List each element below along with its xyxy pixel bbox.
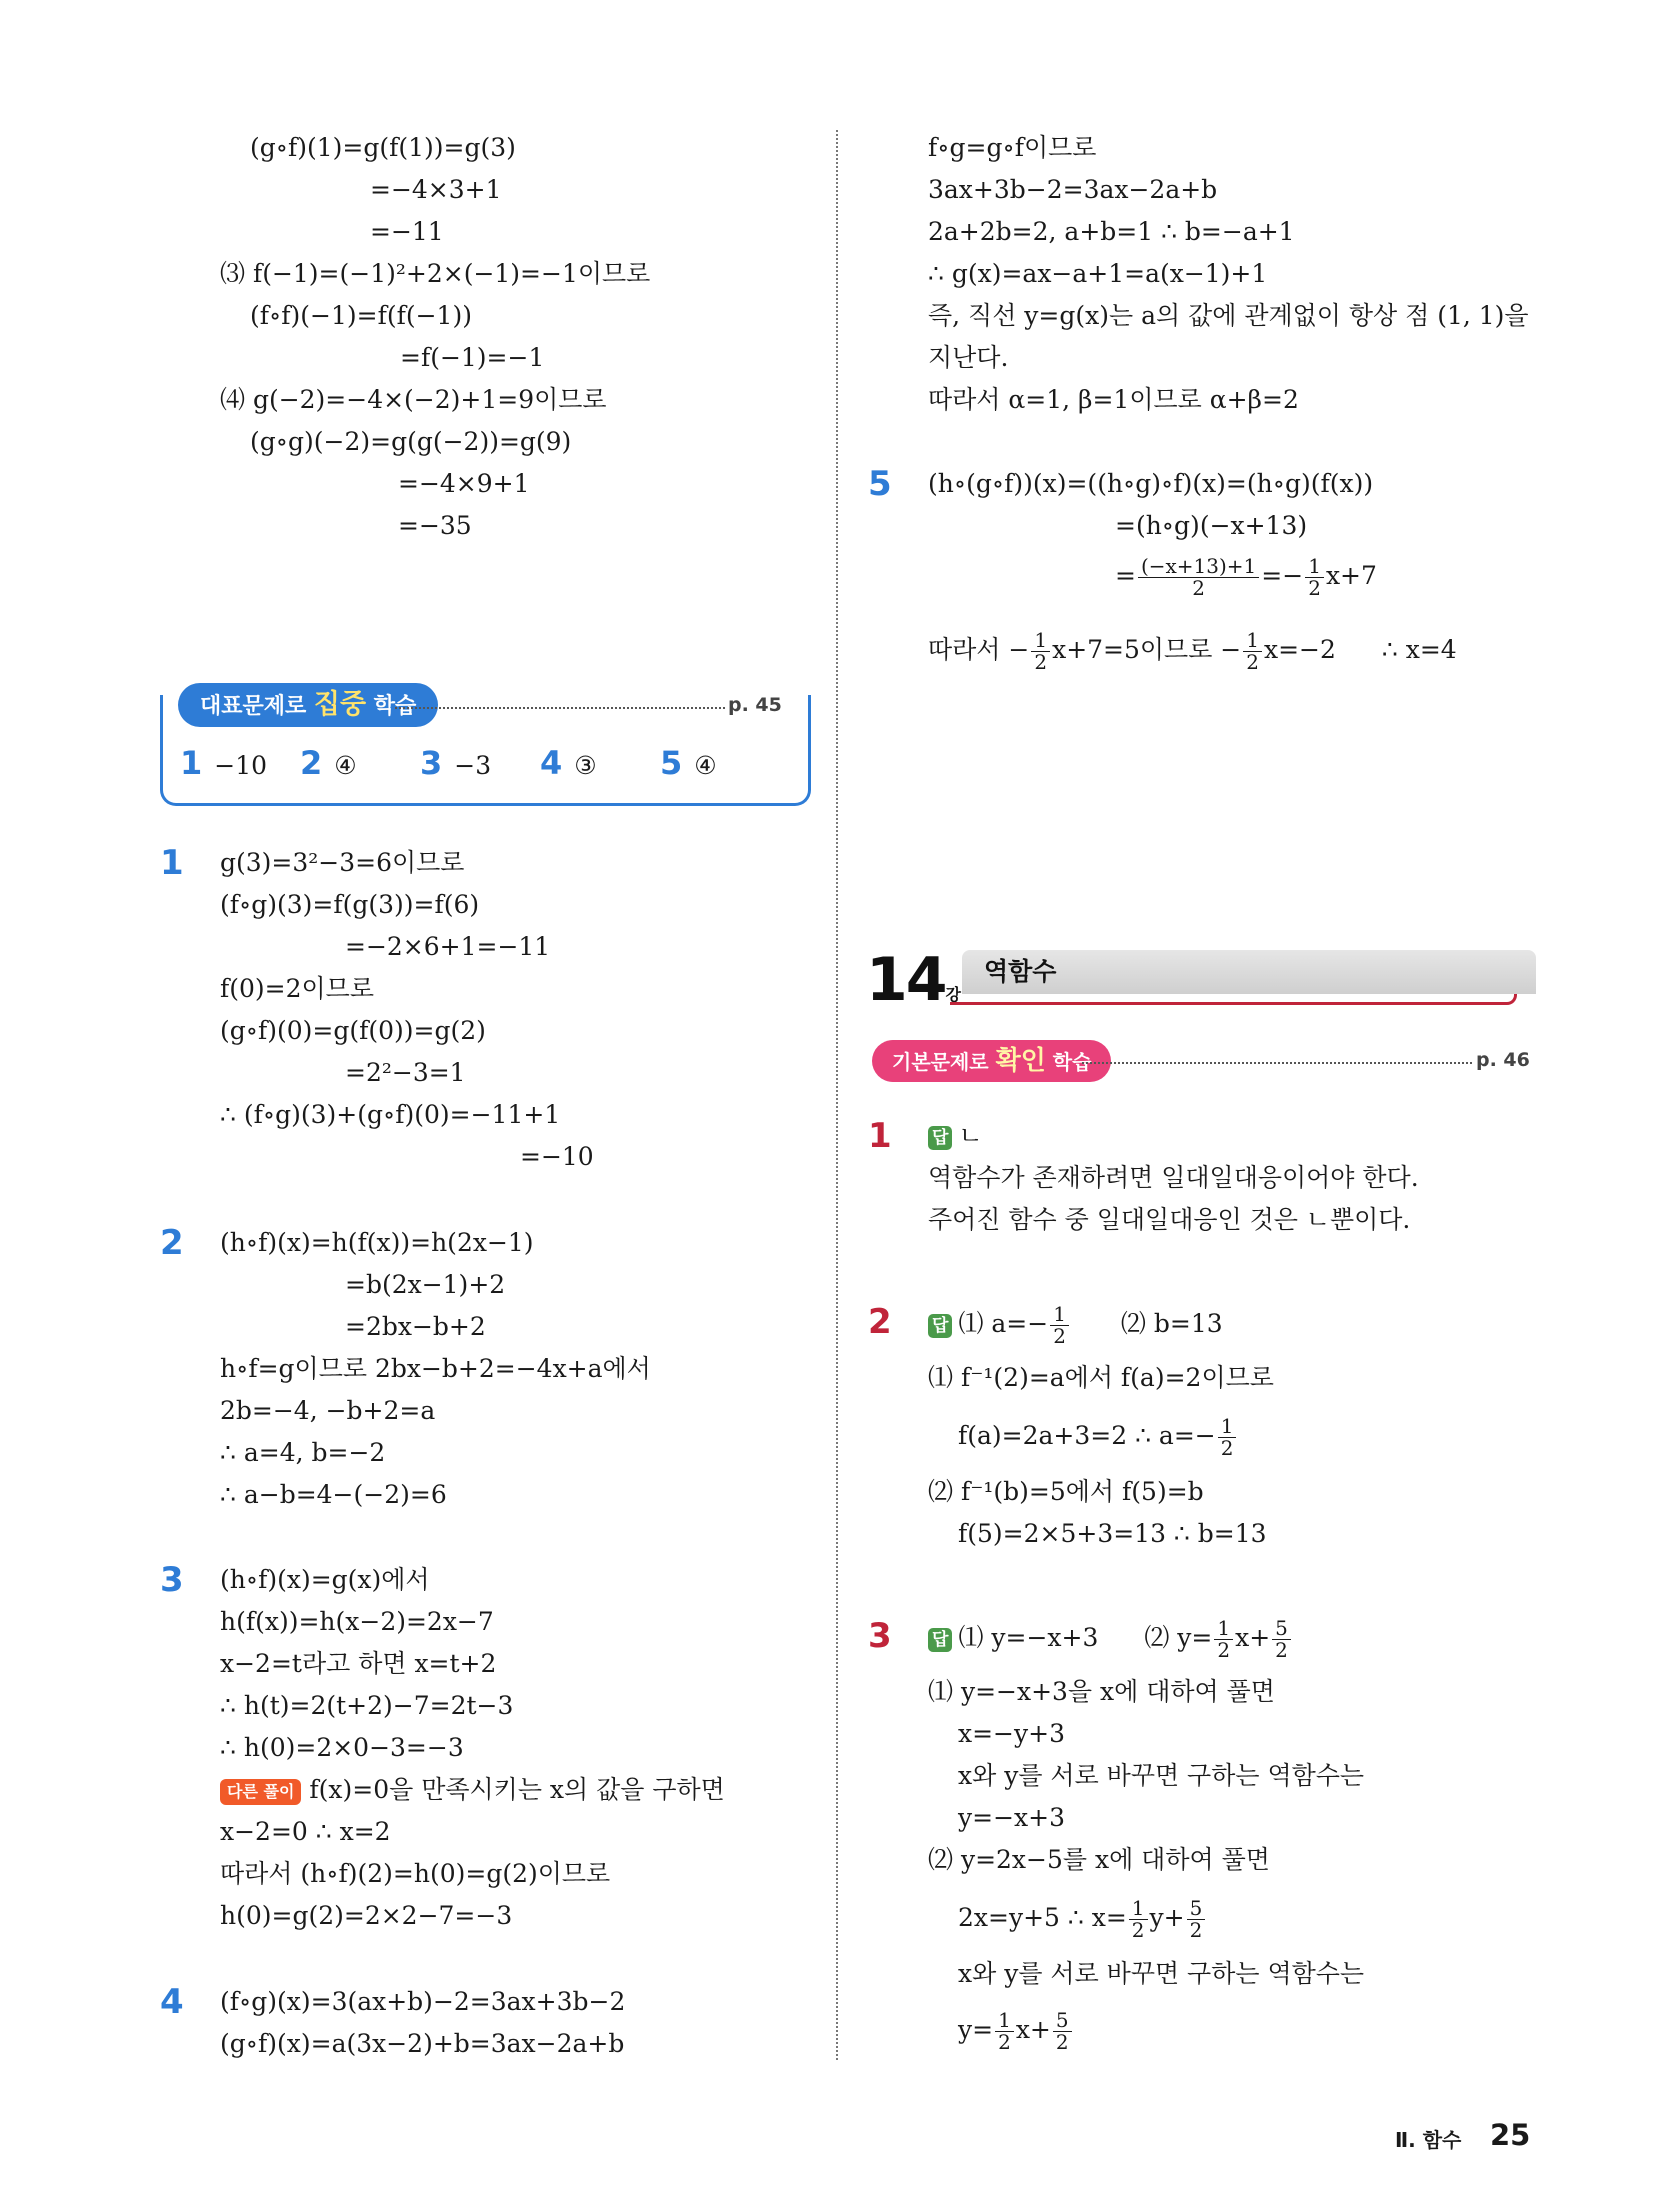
text-line: h∘f=g이므로 2bx−b+2=−4x+a에서 — [220, 1354, 651, 1383]
text-line: =−35 — [398, 511, 472, 540]
text-line: 역함수가 존재하려면 일대일대응이어야 한다. — [928, 1163, 1419, 1192]
lesson-number-value: 14 — [866, 945, 946, 1015]
text-line: 즉, 직선 y=g(x)는 a의 값에 관계없이 항상 점 (1, 1)을 — [928, 301, 1529, 330]
text-span: y= — [958, 2015, 994, 2044]
text-line: 지난다. — [928, 343, 1009, 372]
summary-item-answer: −3 — [454, 751, 492, 780]
text-line: ⑶ f(−1)=(−1)²+2×(−1)=−1이므로 — [220, 259, 651, 288]
fraction — [1214, 1618, 1233, 1661]
text-line: (g∘f)(x)=a(3x−2)+b=3ax−2a+b — [220, 2029, 625, 2058]
text-line: ∴ a−b=4−(−2)=6 — [220, 1480, 447, 1509]
text-span: x+ — [1015, 2015, 1051, 2044]
text-line: h(f(x))=h(x−2)=2x−7 — [220, 1607, 494, 1636]
summary-item-number: 1 — [180, 744, 203, 782]
question-number: 1 — [868, 1116, 892, 1156]
fraction — [1218, 1416, 1237, 1459]
text-line: x−2=t라고 하면 x=t+2 — [220, 1649, 497, 1678]
text-line: =−10 — [520, 1142, 594, 1171]
text-line: f(0)=2이므로 — [220, 974, 374, 1003]
summary-item — [420, 745, 491, 784]
text-span: 따라서 − — [928, 635, 1030, 664]
text-line: x와 y를 서로 바꾸면 구하는 역함수는 — [958, 1761, 1365, 1790]
fraction-denominator: 2 — [998, 2030, 1011, 2054]
text-line: y=−x+3 — [958, 1803, 1065, 1832]
answer-tag: 답 — [928, 1126, 952, 1150]
summary-dotted-line — [395, 707, 725, 709]
text-span: 2x=y+5 ∴ x= — [958, 1903, 1127, 1932]
summary-item — [180, 745, 267, 784]
summary-item-number: 3 — [420, 744, 443, 782]
answer-value: ㄴ — [958, 1121, 983, 1150]
lesson-title-underline — [950, 994, 1517, 1005]
summary-title — [178, 683, 438, 727]
summary-item — [660, 745, 717, 784]
fraction-numerator: 1 — [995, 2010, 1014, 2032]
fraction-numerator: 1 — [1214, 1618, 1233, 1640]
summary-item-answer: −10 — [214, 751, 268, 780]
summary-item-answer: ④ — [334, 751, 357, 780]
basic-title-c: 학습 — [1045, 1050, 1092, 1074]
problem-number: 4 — [160, 1982, 184, 2022]
text-span: ⑴ a=− — [958, 1309, 1049, 1338]
problem-number: 5 — [868, 464, 892, 504]
text-line: g(3)=3²−3=6이므로 — [220, 848, 465, 877]
answer-tag: 답 — [928, 1314, 952, 1338]
fraction — [1243, 630, 1262, 673]
text-line: =b(2x−1)+2 — [345, 1270, 506, 1299]
text-line: (g∘f)(1)=g(f(1))=g(3) — [250, 133, 516, 162]
text-line — [928, 1618, 1293, 1661]
question-number: 3 — [868, 1616, 892, 1656]
text-span: x=−2 — [1263, 635, 1336, 664]
lesson-unit: 강 — [945, 985, 961, 1004]
fraction-numerator: 1 — [1305, 556, 1324, 578]
summary-item — [540, 745, 597, 784]
text-span: x+ — [1235, 1623, 1271, 1652]
text-line: (h∘f)(x)=g(x)에서 — [220, 1565, 430, 1594]
fraction-denominator: 2 — [1308, 576, 1321, 600]
fraction-numerator: 1 — [1031, 630, 1050, 652]
text-line: 따라서 α=1, β=1이므로 α+β=2 — [928, 385, 1299, 414]
text-line — [958, 1898, 1207, 1941]
text-line: (f∘g)(x)=3(ax+b)−2=3ax+3b−2 — [220, 1987, 626, 2016]
text-span: y+ — [1149, 1903, 1185, 1932]
text-line: ∴ h(0)=2×0−3=−3 — [220, 1733, 464, 1762]
text-line: x와 y를 서로 바꾸면 구하는 역함수는 — [958, 1959, 1365, 1988]
fraction-denominator: 2 — [1034, 650, 1048, 674]
fraction — [995, 2010, 1014, 2053]
summary-item-number: 2 — [300, 744, 323, 782]
fraction-denominator: 2 — [1189, 1918, 1203, 1942]
summary-item-number: 4 — [540, 744, 563, 782]
fraction-numerator: 1 — [1218, 1416, 1237, 1438]
text-line: 따라서 (h∘f)(2)=h(0)=g(2)이므로 — [220, 1859, 611, 1888]
page-number: 25 — [1490, 2118, 1531, 2152]
fraction — [1272, 1618, 1291, 1661]
text-line: 2a+2b=2, a+b=1 ∴ b=−a+1 — [928, 217, 1295, 246]
text-line: ∴ a=4, b=−2 — [220, 1438, 386, 1467]
fraction — [1138, 556, 1259, 599]
footer-chapter: Ⅱ. 함수 — [1395, 2128, 1462, 2152]
basic-page-ref: p. 46 — [1476, 1049, 1530, 1071]
fraction-denominator: 2 — [1053, 1324, 1066, 1348]
text-line: (g∘g)(−2)=g(g(−2))=g(9) — [250, 427, 572, 456]
text-line: h(0)=g(2)=2×2−7=−3 — [220, 1901, 513, 1930]
text-line: =(h∘g)(−x+13) — [1115, 511, 1308, 540]
fraction-denominator: 2 — [1220, 1436, 1234, 1460]
summary-title-c: 학습 — [366, 694, 417, 719]
text-line: ∴ h(t)=2(t+2)−7=2t−3 — [220, 1691, 514, 1720]
summary-item-answer: ④ — [694, 751, 717, 780]
text-span: f(a)=2a+3=2 ∴ a=− — [958, 1421, 1216, 1450]
text-span: ∴ x=4 — [1381, 635, 1457, 664]
fraction-numerator: 5 — [1053, 2010, 1072, 2032]
fraction — [1050, 1304, 1069, 1347]
fraction-numerator: 1 — [1129, 1898, 1148, 1920]
text-line: x−2=0 ∴ x=2 — [220, 1817, 391, 1846]
text-line: ⑵ f⁻¹(b)=5에서 f(5)=b — [928, 1477, 1204, 1506]
text-line: =2bx−b+2 — [345, 1312, 486, 1341]
text-line — [1115, 556, 1377, 599]
text-line: 2b=−4, −b+2=a — [220, 1396, 436, 1425]
fraction-numerator: (−x+13)+1 — [1138, 556, 1259, 578]
question-number: 2 — [868, 1302, 892, 1342]
text-line: f∘g=g∘f이므로 — [928, 133, 1097, 162]
text-span: ⑴ y=−x+3 — [958, 1623, 1099, 1652]
fraction-denominator: 2 — [1217, 1638, 1231, 1662]
text-span: ⑵ y= — [1144, 1623, 1213, 1652]
text-line — [220, 1772, 725, 1808]
fraction-numerator: 5 — [1272, 1618, 1291, 1640]
problem-number: 1 — [160, 843, 184, 883]
text-line: ∴ g(x)=ax−a+1=a(x−1)+1 — [928, 259, 1268, 288]
fraction-denominator: 2 — [1055, 2030, 1069, 2054]
text-line: 3ax+3b−2=3ax−2a+b — [928, 175, 1218, 204]
fraction-denominator: 2 — [1131, 1918, 1145, 1942]
text-line — [928, 1118, 983, 1154]
fraction — [1187, 1898, 1206, 1941]
text-line: =−2×6+1=−11 — [345, 932, 551, 961]
text-span: x+7 — [1325, 561, 1377, 590]
column-divider — [836, 130, 838, 2060]
text-span: =− — [1261, 561, 1304, 590]
text-line: (h∘f)(x)=h(f(x))=h(2x−1) — [220, 1228, 534, 1257]
text-span: = — [1115, 561, 1136, 590]
summary-item-number: 5 — [660, 744, 683, 782]
fraction — [1053, 2010, 1072, 2053]
text-line: =2²−3=1 — [345, 1058, 466, 1087]
summary-title-b: 집중 — [313, 689, 367, 720]
fraction — [1129, 1898, 1148, 1941]
text-line: 주어진 함수 중 일대일대응인 것은 ㄴ뿐이다. — [928, 1205, 1411, 1234]
problem-number: 2 — [160, 1223, 184, 1263]
basic-problems-title — [872, 1040, 1111, 1082]
text-line: =f(−1)=−1 — [400, 343, 545, 372]
text-line — [958, 1416, 1238, 1459]
answer-tag: 답 — [928, 1628, 952, 1652]
text-line: ⑴ f⁻¹(2)=a에서 f(a)=2이므로 — [928, 1363, 1274, 1392]
text-line: ⑴ y=−x+3을 x에 대하여 풀면 — [928, 1677, 1275, 1706]
text-line — [928, 630, 1457, 673]
text-line: ⑷ g(−2)=−4×(−2)+1=9이므로 — [220, 385, 607, 414]
text-span: f(x)=0을 만족시키는 x의 값을 구하면 — [309, 1775, 725, 1804]
basic-dotted-line — [1082, 1062, 1472, 1064]
text-line: =−11 — [370, 217, 444, 246]
fraction-denominator: 2 — [1246, 650, 1259, 674]
text-line: =−4×9+1 — [398, 469, 530, 498]
alternative-solution-badge: 다른 풀이 — [220, 1779, 301, 1805]
fraction-numerator: 5 — [1187, 1898, 1206, 1920]
fraction-numerator: 1 — [1050, 1304, 1069, 1326]
text-line: (g∘f)(0)=g(f(0))=g(2) — [220, 1016, 486, 1045]
text-line — [958, 2010, 1074, 2053]
fraction — [1031, 630, 1050, 673]
text-span: ⑵ b=13 — [1120, 1309, 1223, 1338]
basic-title-b: 확인 — [995, 1046, 1046, 1076]
summary-item — [300, 745, 357, 784]
text-line: ∴ (f∘g)(3)+(g∘f)(0)=−11+1 — [220, 1100, 561, 1129]
text-line — [928, 1304, 1223, 1347]
fraction-numerator: 1 — [1243, 630, 1262, 652]
text-line: (f∘f)(−1)=f(f(−1)) — [250, 301, 472, 330]
basic-title-a: 기본문제로 — [892, 1050, 996, 1074]
text-line: x=−y+3 — [958, 1719, 1065, 1748]
summary-page-ref: p. 45 — [728, 694, 782, 716]
text-line: f(5)=2×5+3=13 ∴ b=13 — [958, 1519, 1267, 1548]
lesson-number — [866, 945, 961, 1027]
summary-item-answer: ③ — [574, 751, 597, 780]
lesson-title: 역함수 — [962, 950, 1536, 994]
text-line: ⑵ y=2x−5를 x에 대하여 풀면 — [928, 1845, 1270, 1874]
text-span: x+7=5이므로 − — [1052, 635, 1242, 664]
text-line: (h∘(g∘f))(x)=((h∘g)∘f)(x)=(h∘g)(f(x)) — [928, 469, 1374, 498]
fraction-denominator: 2 — [1275, 1638, 1288, 1662]
text-line: (f∘g)(3)=f(g(3))=f(6) — [220, 890, 480, 919]
fraction-denominator: 2 — [1192, 576, 1205, 600]
problem-number: 3 — [160, 1560, 184, 1600]
fraction — [1305, 556, 1324, 599]
text-line: =−4×3+1 — [370, 175, 502, 204]
summary-title-a: 대표문제로 — [200, 694, 314, 719]
